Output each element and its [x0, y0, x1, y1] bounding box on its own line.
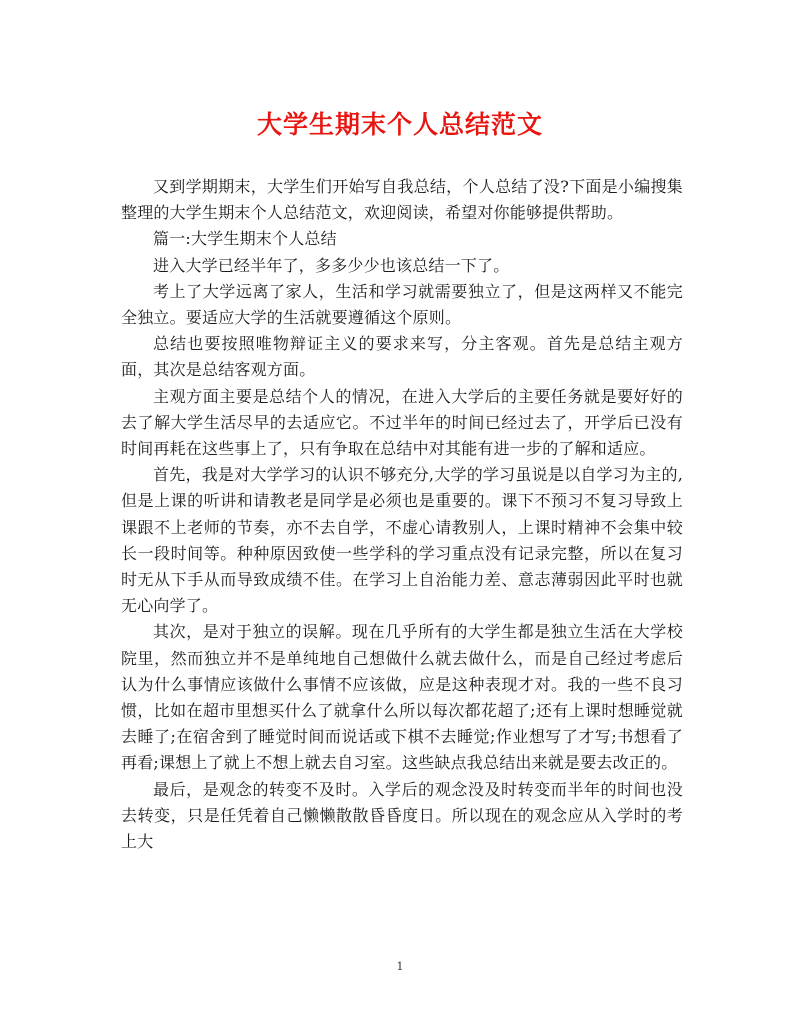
paragraph-half-year: 进入大学已经半年了，多多少少也该总结一下了。 — [153, 255, 510, 275]
paragraph-last: 最后，是观念的转变不及时。入学后的观念没及时转变而半年的时间也没去转变，只是任凭着自己懒懒散散昏昏度日。所以现在的观念应从入学时的考上大 — [121, 779, 683, 852]
page-number: 1 — [396, 960, 404, 973]
paragraph-first: 首先，我是对大学学习的认识不够充分,大学的学习虽说是以自学习为主的,但是上课的听讲和请教老是同学是必须也是重要的。课下不预习不复习导致上课跟不上老师的节奏，亦不去自学，不虚心请教别人，上课时精神不会集中较长一段时间等。种种原因致使一些学科的学习重点没有记录完整，所以在复习时无从下手从而导致成绩不佳。在学习上自治能力差、意志薄弱因此平时也就无心向学了。 — [121, 465, 683, 616]
paragraph-method: 总结也要按照唯物辩证主义的要求来写，分主客观。首先是总结主观方面，其次是总结客观方面。 — [121, 334, 683, 380]
paragraph-second: 其次，是对于独立的误解。现在几乎所有的大学生都是独立生活在大学校院里，然而独立并不是单纯地自己想做什么就去做什么，而是自己经过考虑后认为什么事情应该做什么事情不应该做，应是这种表现才对。我的一些不良习惯，比如在超市里想买什么了就拿什么所以每次都花超了;还有上课时想睡觉就去睡了;在宿舍到了睡觉时间而说话或下棋不去睡觉;作业想写了才写;书想看了再看;课想上了就上不想上就去自习室。这些缺点我总结出来就是要去改正的。 — [121, 622, 683, 773]
paragraph-section-heading: 篇一:大学生期末个人总结 — [153, 229, 337, 249]
document-body — [121, 174, 683, 855]
document-title: 大学生期末个人总结范文 — [256, 110, 543, 139]
paragraph-subjective: 主观方面主要是总结个人的情况，在进入大学后的主要任务就是要好好的去了解大学生活尽早的去适应它。不过半年的时间已经过去了，开学后已没有时间再耗在这些事上了，只有争取在总结中对其能有进一步的了解和适应。 — [121, 386, 683, 459]
paragraph-independence: 考上了大学远离了家人，生活和学习就需要独立了，但是这两样又不能完全独立。要适应大学的生活就要遵循这个原则。 — [121, 281, 683, 328]
paragraph-intro: 又到学期期末，大学生们开始写自我总结，个人总结了没?下面是小编搜集整理的大学生期末个人总结范文，欢迎阅读，希望对你能够提供帮助。 — [121, 177, 683, 223]
